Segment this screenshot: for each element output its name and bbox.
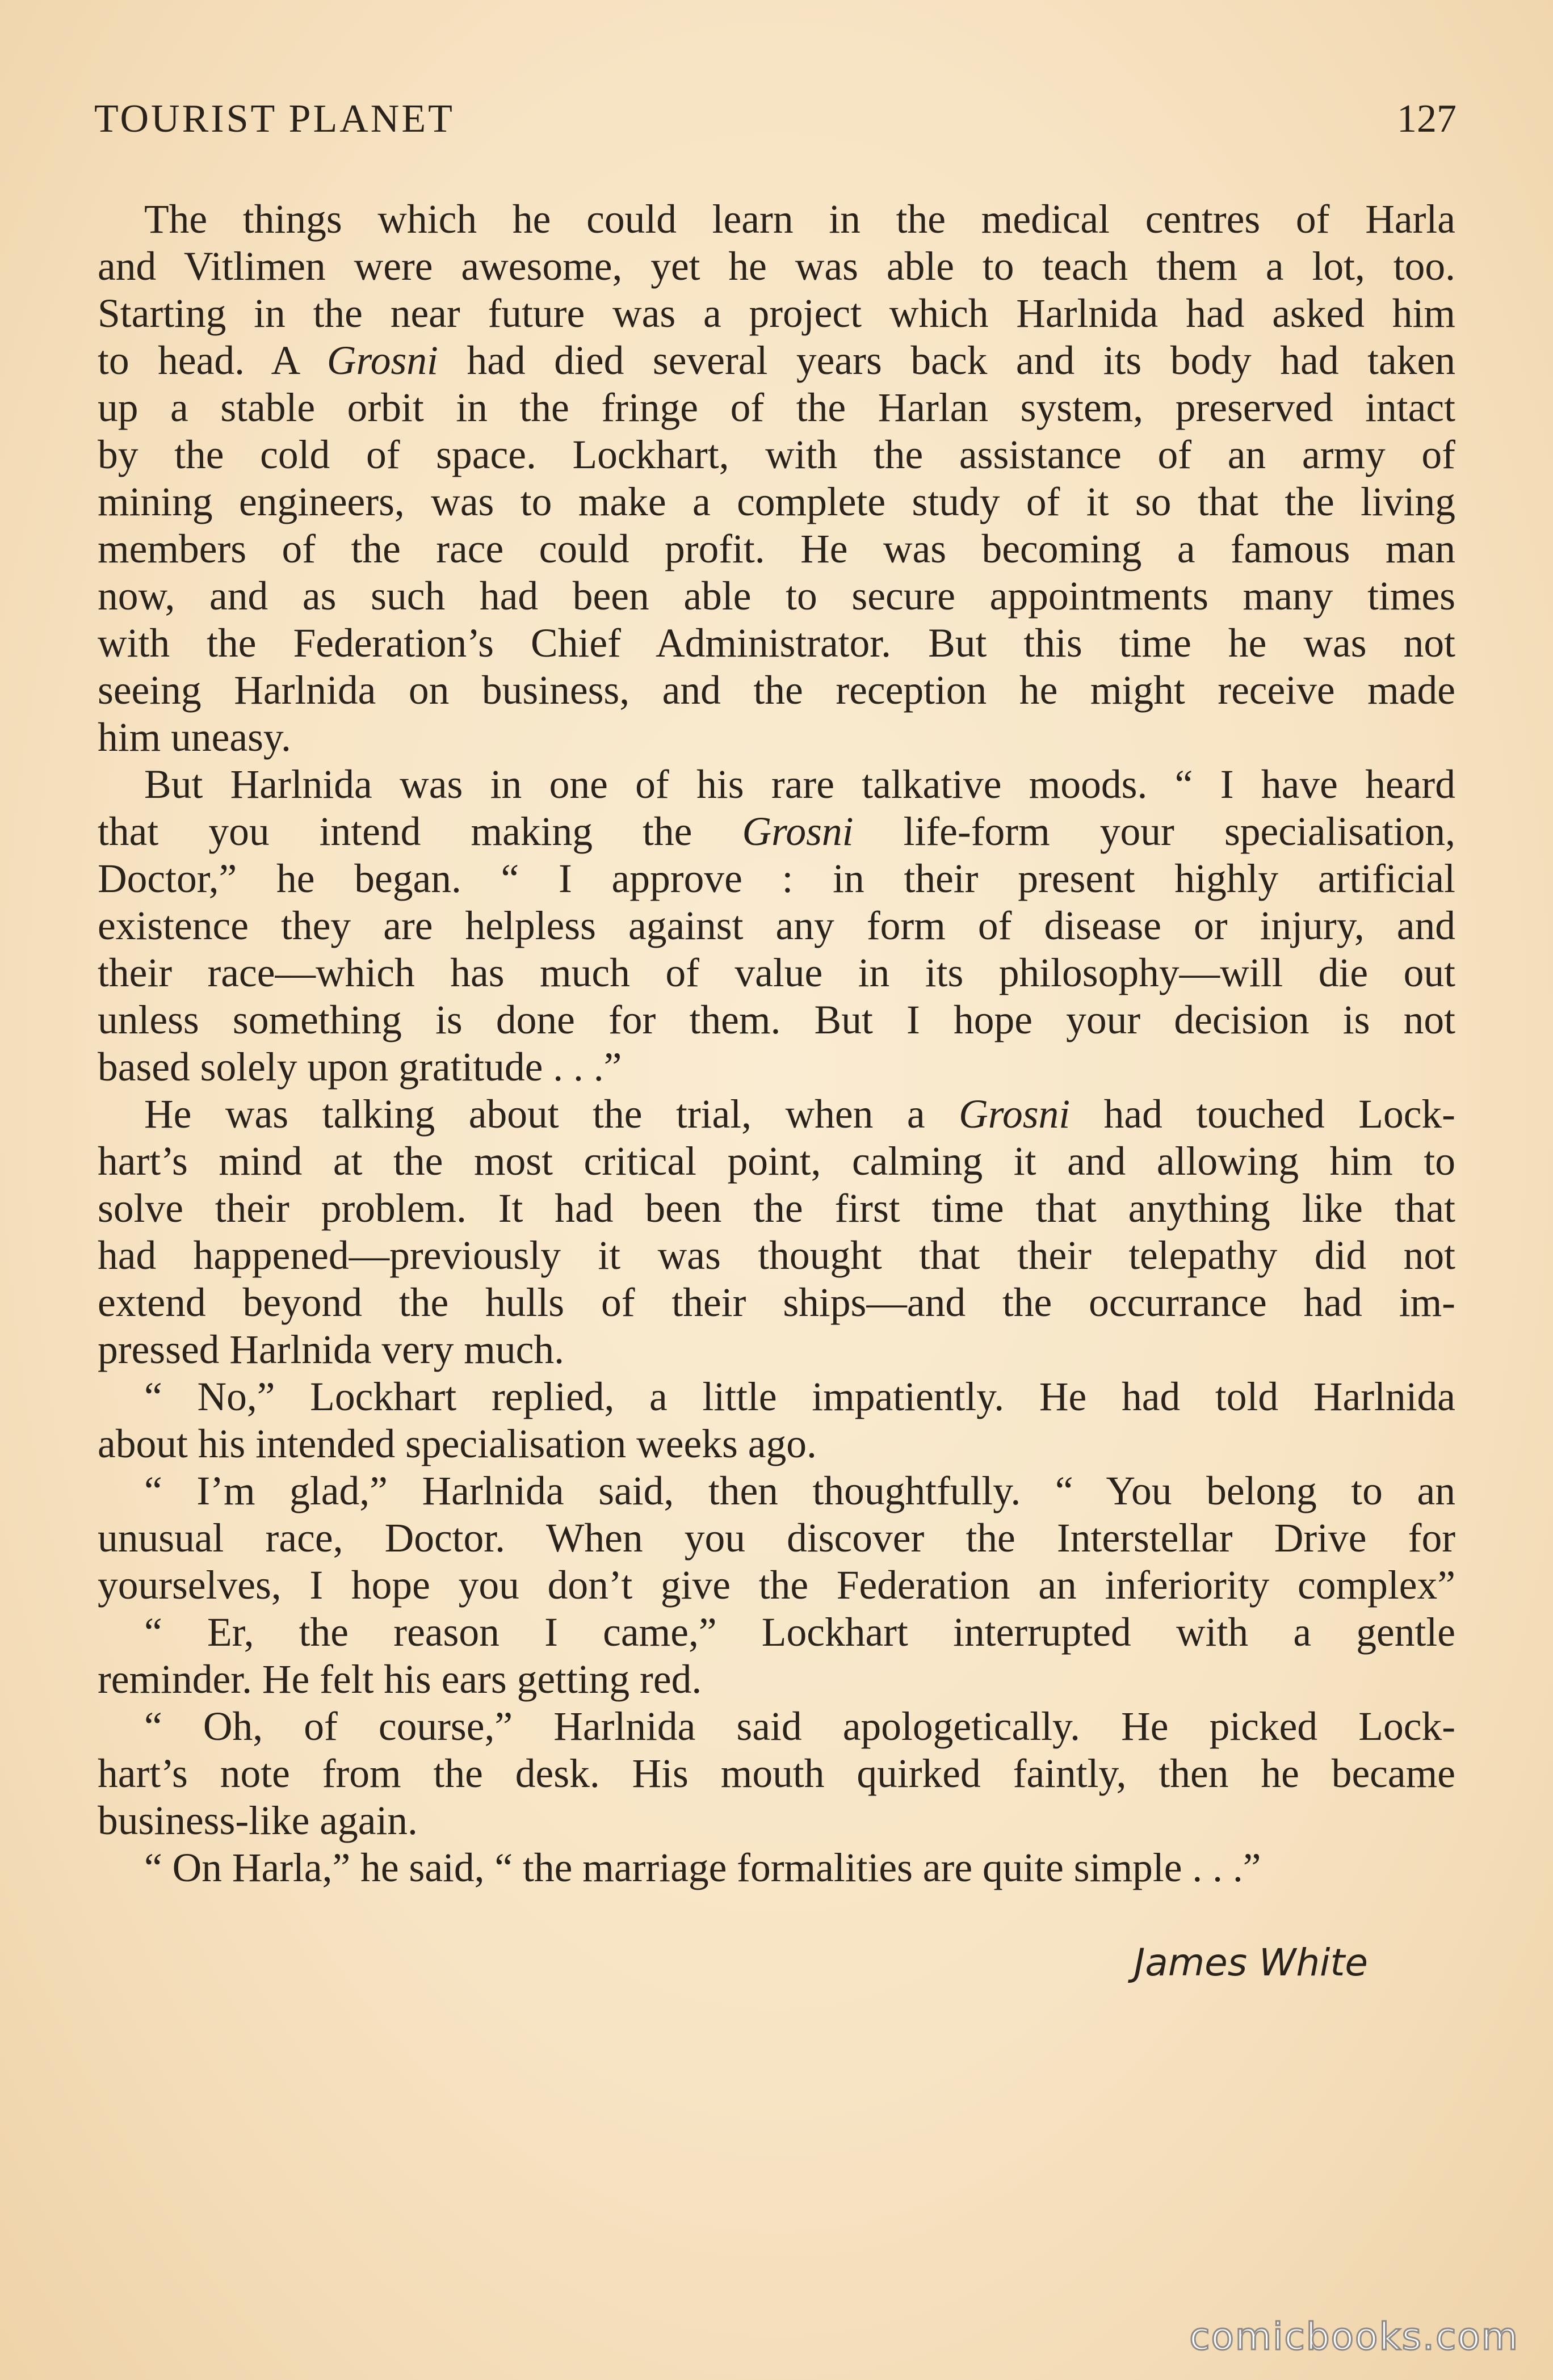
text-line: “ On Harla,” he said, “ the marriage formalities are quite simple . . .” xyxy=(144,1845,1261,1890)
text-line: But Harlnida was in one of his rare talkative moods. “ I have heard xyxy=(144,762,1455,807)
text-line: about his intended specialisation weeks ago. xyxy=(98,1422,817,1466)
text-line: and Vitlimen were awesome, yet he was able to teach them a lot, too. xyxy=(98,244,1455,289)
text-line: “ I’m glad,” Harlnida said, then thoughtfully. “ You belong to an xyxy=(144,1469,1455,1513)
text-line: seeing Harlnida on business, and the reception he might receive made xyxy=(98,668,1455,713)
text-line: He was talking about the trial, when a Grosni had touched Lock- xyxy=(144,1092,1455,1137)
body-text xyxy=(98,196,1455,1891)
text-line: existence they are helpless against any form of disease or injury, and xyxy=(98,903,1455,948)
text-line: Starting in the near future was a project which Harlnida had asked him xyxy=(98,291,1455,336)
text-line: hart’s note from the desk. His mouth quirked faintly, then he became xyxy=(98,1751,1455,1796)
text-line: “ Oh, of course,” Harlnida said apologetically. He picked Lock- xyxy=(144,1704,1455,1749)
text-line: yourselves, I hope you don’t give the Federation an inferiority complex” xyxy=(98,1563,1455,1608)
text-line: by the cold of space. Lockhart, with the assistance of an army of xyxy=(98,432,1455,477)
author-signature: James White xyxy=(1134,1941,1368,1984)
text-line: solve their problem. It had been the first time that anything like that xyxy=(98,1186,1455,1231)
text-line: The things which he could learn in the medical centres of Harla xyxy=(144,197,1455,242)
text-line: that you intend making the Grosni life-form your specialisation, xyxy=(98,809,1455,854)
running-head: TOURIST PLANET xyxy=(94,97,455,141)
text-line: unusual race, Doctor. When you discover the Interstellar Drive for xyxy=(98,1516,1455,1561)
text-line: unless something is done for them. But I hope your decision is not xyxy=(98,998,1455,1042)
text-line: members of the race could profit. He was becoming a famous man xyxy=(98,527,1455,571)
text-line: now, and as such had been able to secure appointments many times xyxy=(98,574,1455,619)
text-line: “ Er, the reason I came,” Lockhart interrupted with a gentle xyxy=(144,1610,1455,1655)
text-line: up a stable orbit in the fringe of the Harlan system, preserved intact xyxy=(98,385,1455,430)
text-line: to head. A Grosni had died several years back and its body had taken xyxy=(98,338,1455,383)
text-line: Doctor,” he began. “ I approve : in their present highly artificial xyxy=(98,856,1455,901)
text-line: business-like again. xyxy=(98,1798,418,1843)
text-line: their race—which has much of value in its philosophy—will die out xyxy=(98,951,1455,995)
text-line: reminder. He felt his ears getting red. xyxy=(98,1657,702,1702)
watermark: comicbooks.com xyxy=(1189,2315,1519,2358)
text-line: had happened—previously it was thought that their telepathy did not xyxy=(98,1233,1455,1278)
text-line: him uneasy. xyxy=(98,715,291,760)
text-line: pressed Harlnida very much. xyxy=(98,1327,564,1372)
text-line: with the Federation’s Chief Administrator. But this time he was not xyxy=(98,621,1455,666)
text-line: mining engineers, was to make a complete study of it so that the living xyxy=(98,480,1455,524)
page-header xyxy=(94,96,1457,153)
text-line: based solely upon gratitude . . .” xyxy=(98,1045,622,1090)
text-line: extend beyond the hulls of their ships—and the occurrance had im- xyxy=(98,1280,1455,1325)
text-line: hart’s mind at the most critical point, calming it and allowing him to xyxy=(98,1139,1455,1184)
page-number: 127 xyxy=(1397,97,1457,141)
text-line: “ No,” Lockhart replied, a little impatiently. He had told Harlnida xyxy=(144,1374,1455,1419)
